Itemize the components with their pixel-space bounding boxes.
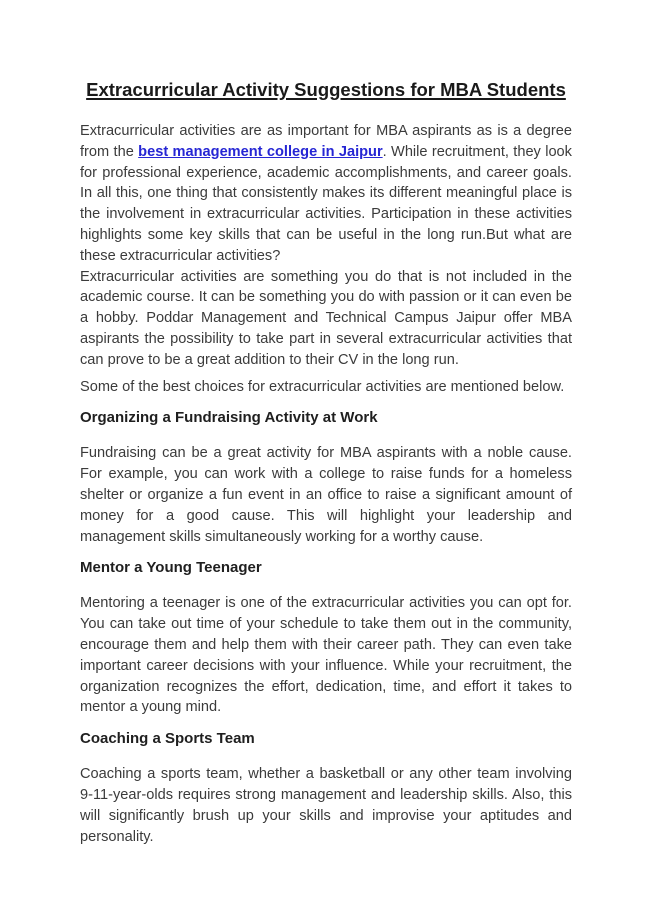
section-heading-mentor: Mentor a Young Teenager (80, 559, 262, 577)
intro-paragraph-2: Extracurricular activities are something you do that is not included in the academic course. It can be something you do with passion or it can even be a hobby. Poddar Management and Technical Campus Jaipur offer MBA aspirants the possibility to take part in several extracurricular activities that can prove to be a great addition to their CV in the long run. (80, 268, 572, 368)
college-link[interactable]: best management college in Jaipur (138, 143, 383, 160)
section-paragraph-coaching: Coaching a sports team, whether a basketball or any other team involving 9-11-year-olds requires strong management and leadership skills. Also, this will significantly brush up your skills and improvise your aptitudes and personality. (80, 766, 572, 845)
page-title: Extracurricular Activity Suggestions for MBA Students (86, 79, 566, 100)
section-heading-coaching: Coaching a Sports Team (80, 730, 255, 748)
lead-in-sentence: Some of the best choices for extracurricular activities are mentioned below. (80, 378, 565, 395)
section-heading-fundraising: Organizing a Fundraising Activity at Work (80, 409, 378, 427)
section-paragraph-fundraising: Fundraising can be a great activity for MBA aspirants with a noble cause. For example, you can work with a college to raise funds for a homeless shelter or organize a fun event in an office to raise a significant amount of money for a good cause. This will highlight your leadership and management skills simultaneously working for a worthy cause. (80, 445, 572, 545)
section-paragraph-mentor: Mentoring a teenager is one of the extracurricular activities you can opt for. You can take out time of your schedule to take them out in the community, encourage them and help them with their career path. They can even take important career decisions with your influence. While your recruitment, the organization recognizes the effort, dedication, time, and effort it takes to mentor a young mind. (80, 595, 572, 716)
intro-text-after-link: . While recruitment, they look for professional experience, academic accomplishments, and career goals. In all this, one thing that consistently makes its different meaningful place is the involvement in extracurricular activities. Participation in these activities highlights some key skills that can be useful in the long run.But what are these extracurricular activities? (80, 143, 572, 264)
intro-text-before-link: Extracurricular activities are as important for MBA aspirants as is a degree from the (80, 123, 572, 160)
intro-paragraph-1 (80, 121, 572, 267)
